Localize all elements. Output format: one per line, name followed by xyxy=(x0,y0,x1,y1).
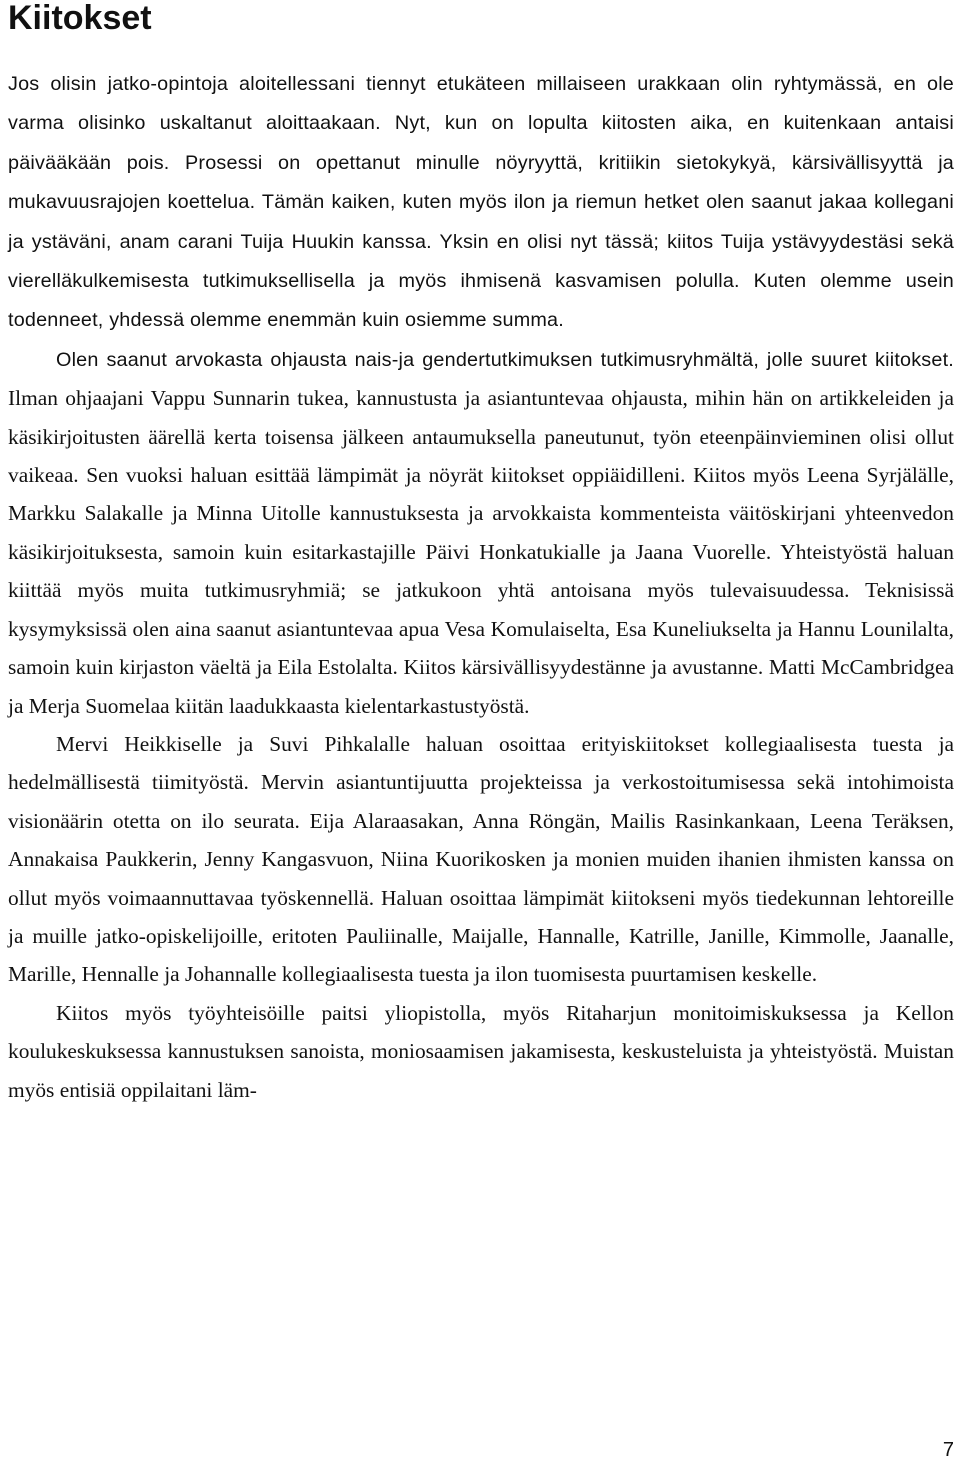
page-title: Kiitokset xyxy=(8,0,152,37)
page-number: 7 xyxy=(942,1439,954,1461)
paragraph-3 xyxy=(8,725,954,994)
paragraph-4 xyxy=(8,994,954,1109)
paragraph-1-sans-segment: Jos olisin jatko-opintoja aloitellessani tiennyt etukäteen millaiseen urakkaan olin ryhtymässä, en ole varma olisinko uskaltanut aloittaakaan. Nyt, kun on lopulta kiitosten aika, en kuitenkaan antaisi päivääkään pois. xyxy=(8,73,954,174)
paragraph-1-sans-segment-2: Prosessi on opettanut minulle nöyryyttä, kritiikin sietokykyä, kärsivällisyyttä ja mukavuusrajojen koettelua. Tämän kaiken, kuten myös ilon ja riemun hetket olen saanut jakaa kollegani ja ystäväni, anam carani Tuija Huukin kanssa. Yksin en olisi nyt tässä; kiitos Tuija ystävyydestäsi sekä vierelläkulkemisesta tutkimuksellisella ja myös ihmisenä kasvamisen polulla. Kuten olemme usein todenneet, yhdessä olemme enemmän kuin osiemme summa. xyxy=(8,151,954,332)
body-text xyxy=(8,64,954,1109)
paragraph-2 xyxy=(8,340,954,725)
document-page xyxy=(8,0,954,1109)
paragraph-3-text: Mervi Heikkiselle ja Suvi Pihkalalle haluan osoittaa erityiskiitokset kollegiaalisesta tuesta ja hedelmällisestä tiimityöstä. Mervin asiantuntijuutta projekteissa ja verkostoitumisessa sekä intohimoista visionäärin otetta on ilo seurata. Eija Alaraasakan, Anna Röngän, Mailis Rasinkankaan, Leena Teräksen, Annakaisa Paukkerin, Jenny Kangasvuon, Niina Kuorikosken ja monien muiden ihanien ihmisten kanssa on ollut myös voimaannuttavaa työskennellä. Haluan osoittaa lämpimät kiitokseni myös tiedekunnan lehtoreille ja muille jatko-opiskelijoille, eritoten Pauliinalle, Maijalle, Hannalle, Katrille, Janille, Kimmolle, Jaanalle, Marille, Hennalle ja Johannalle kollegiaalisesta tuesta ja ilon tuomisesta puurtamisen keskelle. xyxy=(8,731,954,987)
paragraph-4-text: Kiitos myös työyhteisöille paitsi yliopistolla, myös Ritaharjun monitoimiskuksessa ja Kellon koulukeskuksessa kannustuksen sanoista, moniosaamisen jakamisesta, keskusteluista ja yhteistyöstä. Muistan myös entisiä oppilaitani läm- xyxy=(8,1000,954,1102)
paragraph-2-serif-segment: Ilman ohjaajani Vappu Sunnarin tukea, kannustusta ja asiantuntevaa ohjausta, mihin hän on artikkeleiden ja käsikirjoitusten äärellä kerta toisensa jälkeen antaumuksella paneutunut, työn eteenpäinvieminen olisi ollut vaikeaa. Sen vuoksi haluan esittää lämpimät ja nöyrät kiitokset oppiäidilleni. Kiitos myös Leena Syrjälälle, Markku Salakalle ja Minna Uitolle kannustuksesta ja arvokkaista kommenteista väitöskirjani yhteenvedon käsikirjoituksesta, samoin kuin esitarkastajille Päivi Honkatukialle ja Jaana Vuorelle. Yhteistyöstä haluan kiittää myös muita tutkimusryhmiä; se jatkukoon yhtä antoisana myös tulevaisuudessa. Teknisissä kysymyksissä olen aina saanut asiantuntevaa apua Vesa Komulaiselta, Esa Kuneliukselta ja Hannu Lounilalta, samoin kuin kirjaston väeltä ja Eila Estolalta. Kiitos kärsivällisyydestänne ja avustanne. Matti McCambridgea ja Merja Suomelaa kiitän laadukkaasta kielentarkastustyöstä. xyxy=(8,386,954,718)
paragraph-2-sans-segment: Olen saanut arvokasta ohjausta nais-ja gendertutkimuksen tutkimusryhmältä, jolle suuret kiitokset. xyxy=(56,348,954,371)
paragraph-1 xyxy=(8,64,954,340)
